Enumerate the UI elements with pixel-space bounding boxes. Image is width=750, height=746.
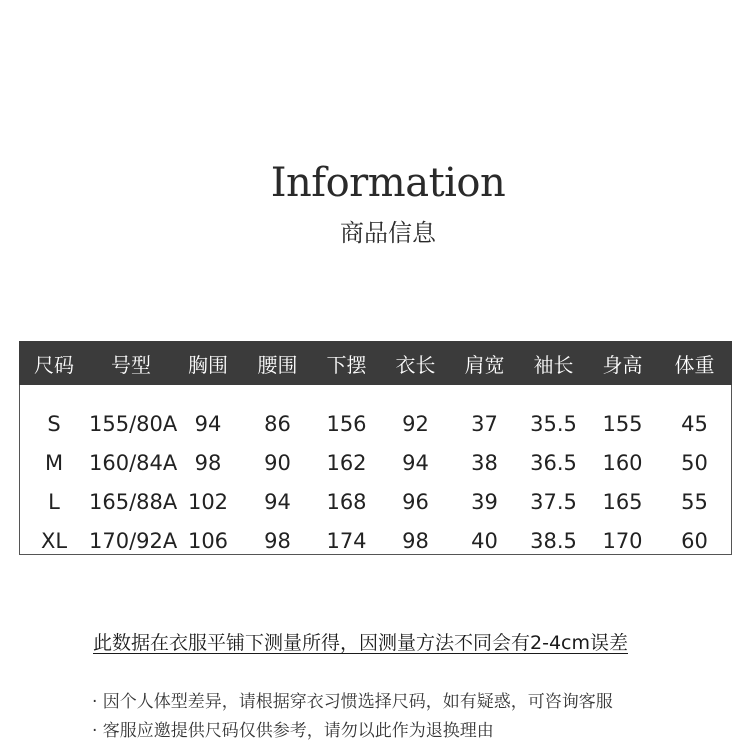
size-table-header bbox=[19, 341, 732, 385]
column-header: 体重 bbox=[674, 352, 715, 377]
table-cell: 38.5 bbox=[530, 528, 577, 553]
table-cell: 155 bbox=[602, 411, 643, 436]
column-header: 袖长 bbox=[533, 352, 574, 377]
table-cell: 165/88A bbox=[89, 489, 178, 514]
table-cell: 165 bbox=[602, 489, 643, 514]
table-row bbox=[19, 482, 732, 521]
table-cell: 60 bbox=[681, 528, 708, 553]
table-cell: 155/80A bbox=[89, 411, 178, 436]
table-cell: 98 bbox=[402, 528, 429, 553]
table-cell: 38 bbox=[471, 450, 498, 475]
size-table bbox=[19, 341, 732, 555]
column-header: 尺码 bbox=[34, 352, 74, 377]
table-cell: 168 bbox=[326, 489, 367, 514]
table-cell: 36.5 bbox=[530, 450, 577, 475]
table-cell: L bbox=[48, 489, 60, 514]
table-cell: 162 bbox=[326, 450, 367, 475]
table-cell: 98 bbox=[194, 450, 222, 475]
table-cell: 94 bbox=[402, 450, 429, 475]
column-header: 肩宽 bbox=[464, 352, 505, 377]
column-header: 腰围 bbox=[257, 352, 298, 377]
column-header: 胸围 bbox=[188, 352, 228, 377]
table-row bbox=[19, 443, 732, 482]
column-header: 身高 bbox=[602, 352, 643, 377]
column-header: 号型 bbox=[111, 352, 151, 377]
table-cell: 37.5 bbox=[530, 489, 577, 514]
table-cell: 37 bbox=[471, 411, 498, 436]
size-table-body bbox=[19, 404, 732, 560]
table-cell: 174 bbox=[326, 528, 367, 553]
list-item: · 客服应邀提供尺码仅供参考，请勿以此作为退换理由 bbox=[92, 721, 494, 741]
table-cell: 40 bbox=[471, 528, 498, 553]
page-title-en: Information bbox=[270, 160, 506, 206]
table-cell: M bbox=[44, 450, 64, 475]
table-cell: 94 bbox=[194, 411, 222, 436]
table-cell: 102 bbox=[187, 489, 229, 514]
table-cell: 170 bbox=[602, 528, 643, 553]
table-cell: 106 bbox=[187, 528, 229, 553]
table-cell: 160 bbox=[602, 450, 643, 475]
table-cell: 94 bbox=[264, 489, 291, 514]
table-cell: 39 bbox=[471, 489, 498, 514]
table-row bbox=[19, 521, 732, 560]
column-header: 衣长 bbox=[395, 352, 436, 377]
table-cell: 35.5 bbox=[530, 411, 577, 436]
table-row bbox=[19, 404, 732, 443]
table-cell: 96 bbox=[402, 489, 429, 514]
column-header: 下摆 bbox=[326, 352, 367, 377]
page-title-cn: 商品信息 bbox=[340, 219, 436, 247]
table-cell: 170/92A bbox=[89, 528, 178, 553]
table-cell: XL bbox=[40, 528, 68, 553]
table-cell: 55 bbox=[681, 489, 708, 514]
measurement-note: 此数据在衣服平铺下测量所得，因测量方法不同会有2-4cm误差 bbox=[93, 632, 628, 654]
notes-list bbox=[92, 688, 613, 746]
table-cell: 160/84A bbox=[89, 450, 178, 475]
table-cell: 98 bbox=[264, 528, 291, 553]
table-cell: 90 bbox=[264, 450, 291, 475]
table-cell: 45 bbox=[681, 411, 708, 436]
table-cell: 156 bbox=[326, 411, 367, 436]
table-cell: S bbox=[47, 411, 61, 436]
table-cell: 50 bbox=[681, 450, 708, 475]
table-cell: 92 bbox=[402, 411, 429, 436]
list-item: · 因个人体型差异，请根据穿衣习惯选择尺码，如有疑惑，可咨询客服 bbox=[92, 692, 613, 712]
table-cell: 86 bbox=[264, 411, 291, 436]
